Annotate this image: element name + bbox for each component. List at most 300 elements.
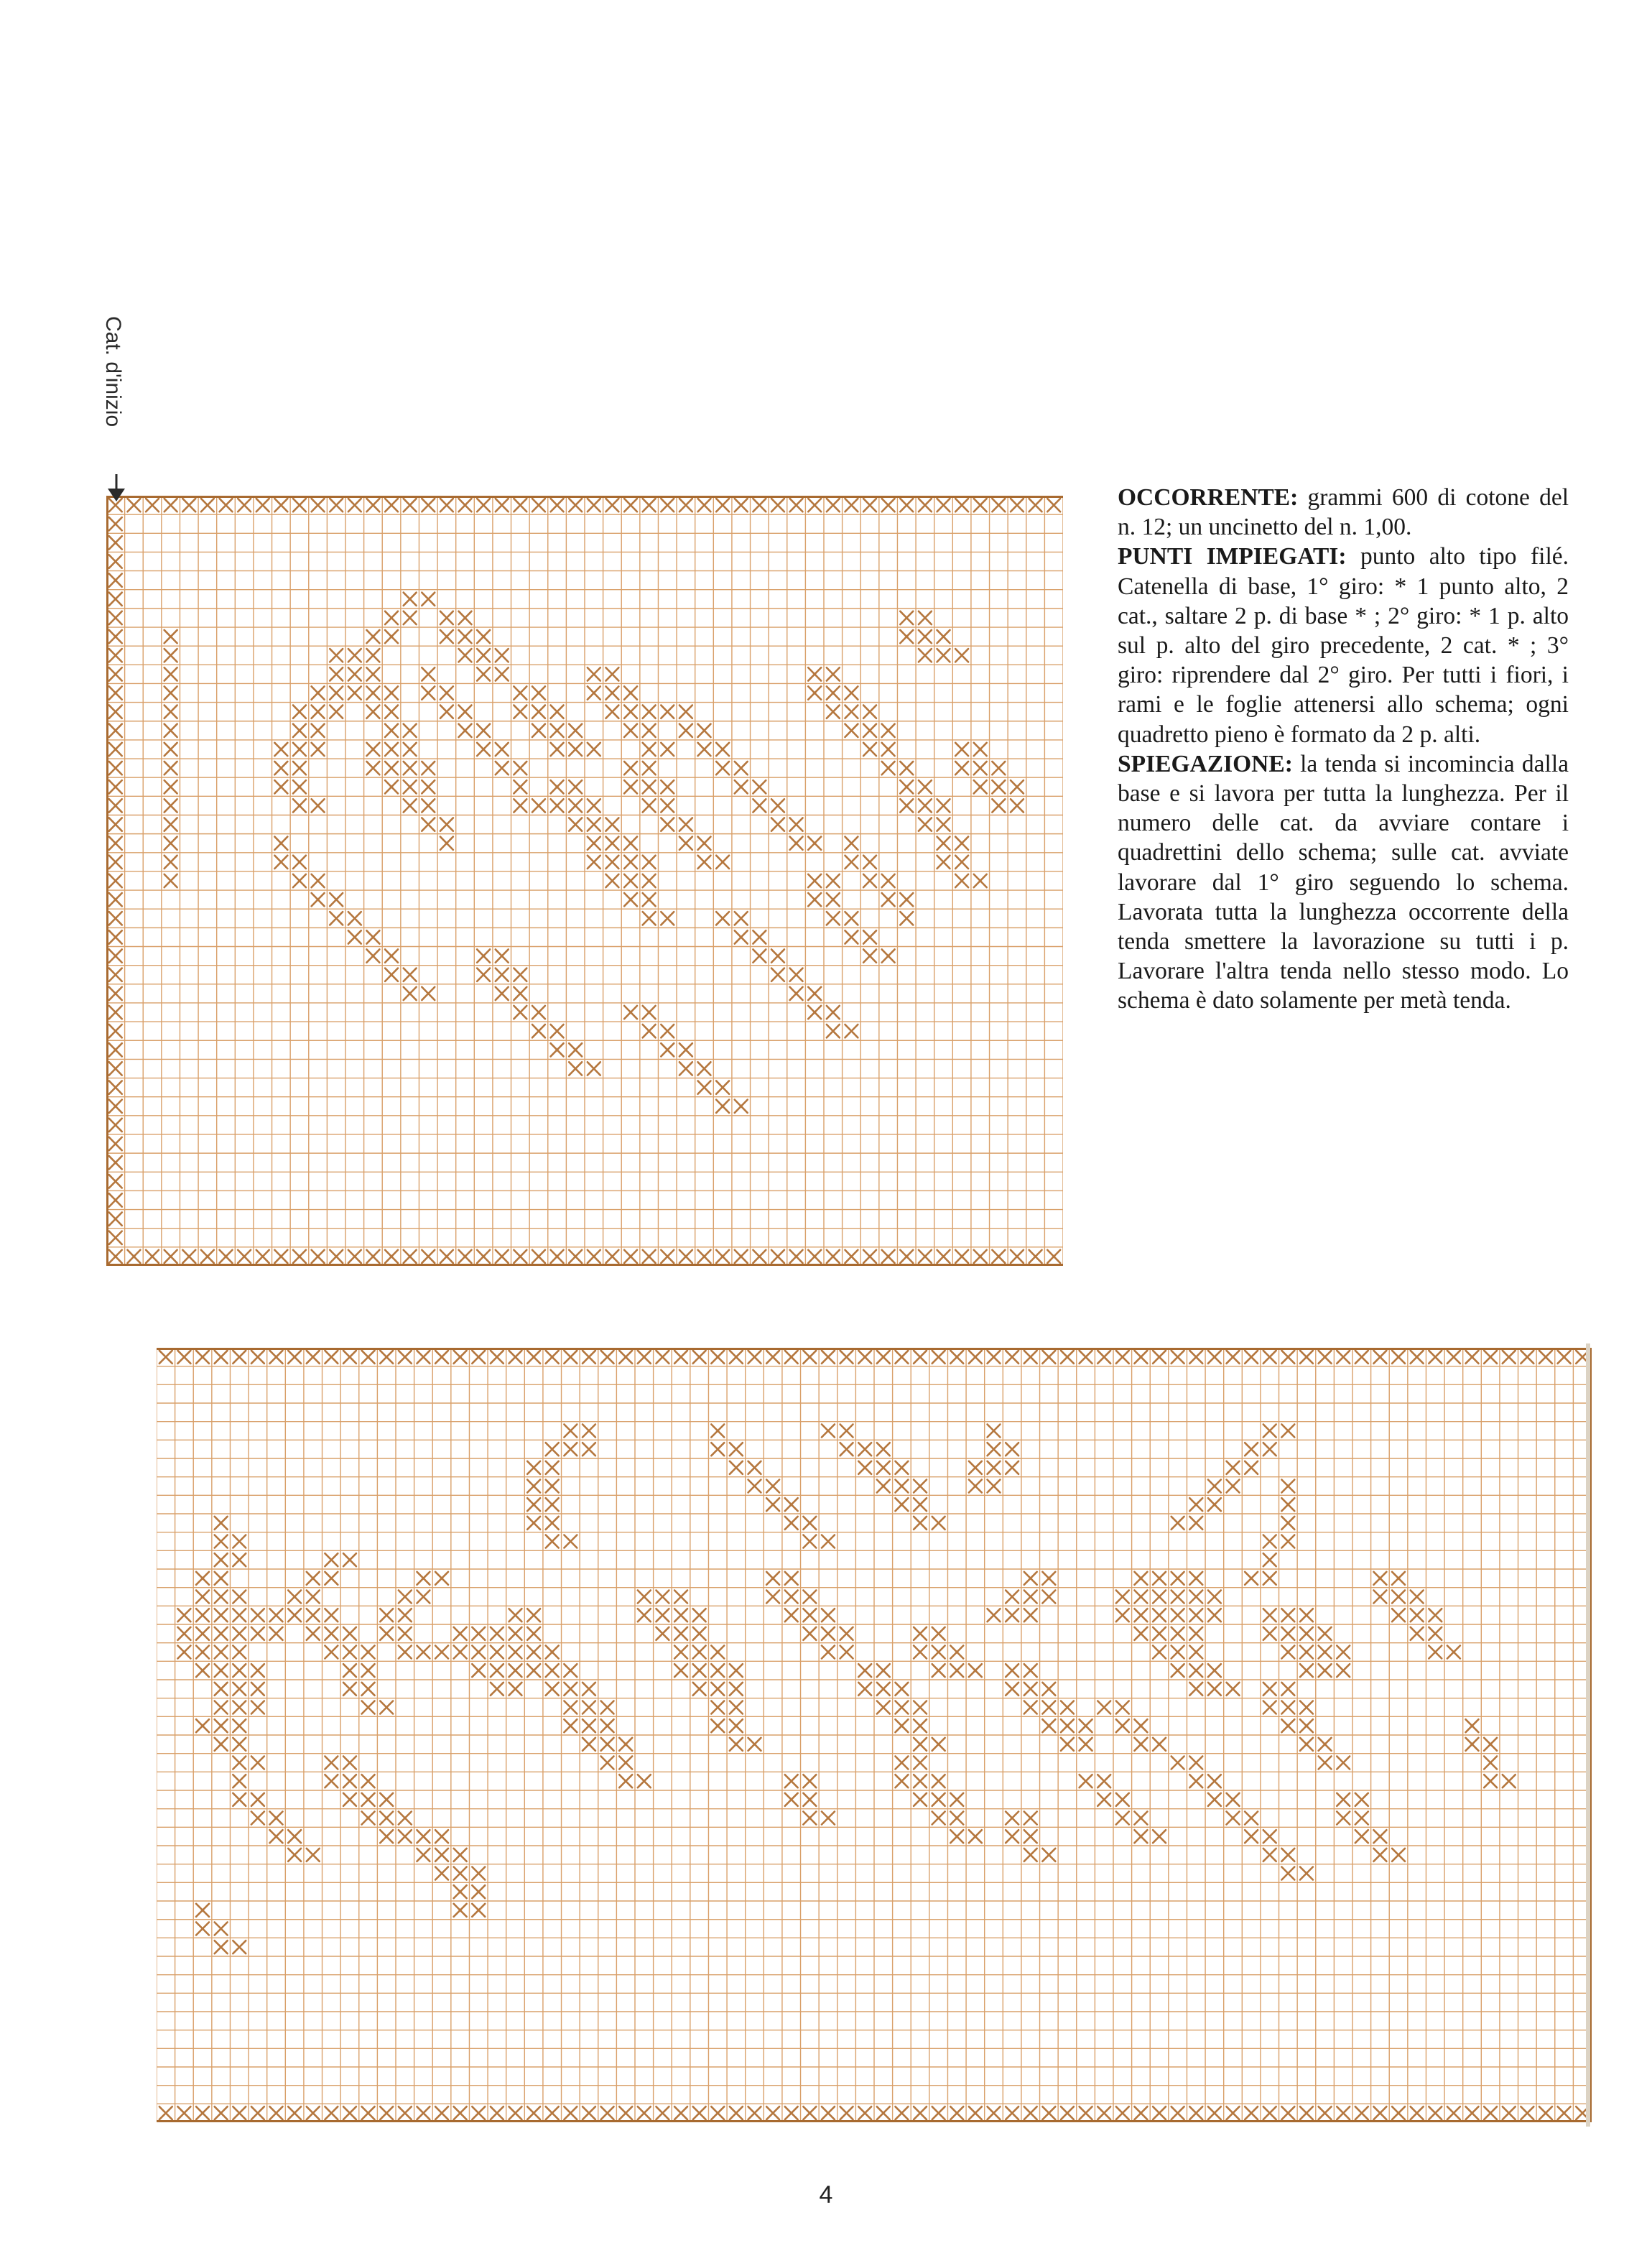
stitch-cross bbox=[624, 686, 637, 699]
stitch-cross bbox=[822, 1351, 835, 1364]
stitch-cross bbox=[674, 1646, 687, 1659]
stitch-cross bbox=[343, 1351, 356, 1364]
stitch-cross bbox=[803, 1775, 816, 1787]
stitch-cross bbox=[900, 780, 913, 793]
stitch-cross bbox=[643, 724, 656, 737]
stitch-cross bbox=[380, 1793, 393, 1806]
stitch-cross bbox=[366, 949, 379, 962]
stitch-cross bbox=[992, 499, 1005, 512]
stitch-cross bbox=[109, 1062, 122, 1075]
stitch-cross bbox=[661, 706, 674, 718]
stitch-cross bbox=[882, 743, 895, 756]
stitch-cross bbox=[109, 987, 122, 1000]
stitch-cross bbox=[605, 667, 618, 680]
stitch-cross bbox=[496, 762, 509, 774]
stitch-cross bbox=[274, 837, 287, 850]
stitch-cross bbox=[969, 2106, 982, 2119]
stitch-cross bbox=[716, 856, 729, 869]
stitch-cross bbox=[251, 1812, 264, 1825]
stitch-cross bbox=[440, 706, 453, 718]
stitch-cross bbox=[1263, 1830, 1276, 1843]
stitch-cross bbox=[380, 1627, 393, 1640]
stitch-cross bbox=[564, 1664, 577, 1677]
stitch-cross bbox=[551, 799, 564, 812]
stitch-cross bbox=[1208, 1775, 1221, 1787]
stitch-cross bbox=[735, 762, 748, 774]
stitch-cross bbox=[551, 706, 564, 718]
stitch-cross bbox=[404, 743, 417, 756]
stitch-cross bbox=[1539, 2106, 1552, 2119]
stitch-cross bbox=[1337, 1351, 1350, 1364]
stitch-cross bbox=[822, 1425, 835, 1438]
stitch-cross bbox=[293, 706, 306, 718]
stitch-cross bbox=[790, 818, 803, 831]
stitch-cross bbox=[404, 762, 417, 774]
stitch-cross bbox=[863, 724, 876, 737]
stitch-cross bbox=[914, 1480, 927, 1493]
stitch-cross bbox=[1319, 1627, 1332, 1640]
stitch-cross bbox=[785, 1498, 798, 1511]
stitch-cross bbox=[159, 1351, 172, 1364]
stitch-cross bbox=[588, 499, 600, 512]
stitch-cross bbox=[1558, 1351, 1571, 1364]
stitch-cross bbox=[845, 706, 858, 718]
stitch-cross bbox=[496, 649, 509, 662]
stitch-cross bbox=[366, 930, 379, 943]
stitch-cross bbox=[472, 2106, 485, 2119]
stitch-cross bbox=[1134, 1351, 1147, 1364]
stitch-cross bbox=[215, 1683, 228, 1696]
stitch-cross bbox=[643, 856, 656, 869]
stitch-cross bbox=[1392, 1572, 1405, 1585]
stitch-cross bbox=[624, 762, 637, 774]
stitch-cross bbox=[583, 1738, 595, 1751]
stitch-cross bbox=[601, 2106, 614, 2119]
stitch-cross bbox=[477, 630, 490, 643]
stitch-cross bbox=[698, 724, 711, 737]
stitch-cross bbox=[491, 1646, 504, 1659]
stitch-cross bbox=[735, 1100, 748, 1113]
stitch-cross bbox=[955, 762, 968, 774]
stitch-cross bbox=[251, 1793, 264, 1806]
stitch-cross bbox=[882, 893, 895, 906]
stitch-cross bbox=[491, 1683, 504, 1696]
stitch-cross bbox=[1153, 1646, 1166, 1659]
stitch-cross bbox=[790, 968, 803, 981]
stitch-cross bbox=[1042, 1591, 1055, 1604]
stitch-cross bbox=[1263, 1572, 1276, 1585]
stitch-cross bbox=[527, 1609, 540, 1622]
stitch-cross bbox=[251, 2106, 264, 2119]
stitch-cross bbox=[877, 1351, 890, 1364]
stitch-cross bbox=[1153, 1738, 1166, 1751]
stitch-cross bbox=[270, 2106, 283, 2119]
stitch-cross bbox=[858, 2106, 871, 2119]
stitch-cross bbox=[477, 949, 490, 962]
stitch-cross bbox=[1153, 1572, 1166, 1585]
stitch-cross bbox=[422, 686, 435, 699]
stitch-cross bbox=[877, 1683, 890, 1696]
stitch-cross bbox=[753, 799, 766, 812]
stitch-cross bbox=[532, 724, 545, 737]
stitch-cross bbox=[863, 856, 876, 869]
stitch-cross bbox=[109, 686, 122, 699]
stitch-cross bbox=[527, 2106, 540, 2119]
stitch-cross bbox=[109, 536, 122, 549]
stitch-cross bbox=[307, 1627, 320, 1640]
stitch-cross bbox=[509, 1627, 522, 1640]
stitch-cross bbox=[766, 1591, 779, 1604]
stitch-cross bbox=[196, 1591, 209, 1604]
stitch-cross bbox=[380, 1351, 393, 1364]
stitch-cross bbox=[1189, 1572, 1202, 1585]
stitch-cross bbox=[753, 949, 766, 962]
stitch-cross bbox=[679, 1250, 692, 1263]
stitch-cross bbox=[974, 874, 987, 887]
stitch-cross bbox=[1208, 1683, 1221, 1696]
stitch-cross bbox=[1447, 1351, 1460, 1364]
stitch-cross bbox=[790, 987, 803, 1000]
stitch-cross bbox=[251, 1683, 264, 1696]
stitch-cross bbox=[619, 1351, 632, 1364]
stitch-cross bbox=[643, 874, 656, 887]
stitch-cross bbox=[643, 743, 656, 756]
stitch-cross bbox=[840, 1425, 853, 1438]
stitch-cross bbox=[1080, 1738, 1092, 1751]
stitch-cross bbox=[348, 930, 361, 943]
stitch-cross bbox=[988, 1425, 1001, 1438]
stitch-cross bbox=[164, 856, 177, 869]
stitch-cross bbox=[440, 1250, 453, 1263]
stitch-cross bbox=[661, 818, 674, 831]
stitch-cross bbox=[969, 1351, 982, 1364]
stitch-cross bbox=[1189, 1757, 1202, 1770]
stitch-cross bbox=[716, 499, 729, 512]
stitch-cross bbox=[1503, 2106, 1516, 2119]
stitch-cross bbox=[643, 1024, 656, 1037]
stitch-cross bbox=[661, 1024, 674, 1037]
stitch-cross bbox=[716, 743, 729, 756]
stitch-cross bbox=[509, 1646, 522, 1659]
stitch-cross bbox=[164, 1250, 177, 1263]
stitch-cross bbox=[863, 706, 876, 718]
stitch-cross bbox=[233, 1609, 246, 1622]
stitch-cross bbox=[840, 1443, 853, 1456]
stitch-cross bbox=[808, 667, 821, 680]
stitch-cross bbox=[196, 1351, 209, 1364]
stitch-cross bbox=[1171, 1646, 1184, 1659]
stitch-cross bbox=[583, 1683, 595, 1696]
stitch-cross bbox=[307, 1572, 320, 1585]
stitch-cross bbox=[514, 799, 526, 812]
stitch-cross bbox=[845, 724, 858, 737]
stitch-cross bbox=[1006, 1830, 1018, 1843]
stitch-cross bbox=[569, 1043, 582, 1056]
stitch-cross bbox=[491, 1627, 504, 1640]
stitch-cross bbox=[215, 1553, 228, 1566]
stitch-cross bbox=[1171, 2106, 1184, 2119]
stitch-cross bbox=[404, 1250, 417, 1263]
stitch-cross bbox=[233, 1535, 246, 1548]
stitch-cross bbox=[1029, 499, 1042, 512]
stitch-cross bbox=[1006, 1443, 1018, 1456]
stitch-cross bbox=[293, 1250, 306, 1263]
stitch-cross bbox=[753, 780, 766, 793]
stitch-cross bbox=[988, 1351, 1001, 1364]
stitch-cross bbox=[551, 1043, 564, 1056]
stitch-cross bbox=[1134, 2106, 1147, 2119]
stitch-cross bbox=[440, 837, 453, 850]
stitch-cross bbox=[937, 799, 950, 812]
stitch-cross bbox=[385, 1250, 398, 1263]
stitch-cross bbox=[1061, 1738, 1074, 1751]
stitch-cross bbox=[182, 1250, 195, 1263]
stitch-cross bbox=[900, 611, 913, 624]
stitch-cross bbox=[146, 1250, 159, 1263]
stitch-cross bbox=[109, 574, 122, 587]
stitch-cross bbox=[950, 2106, 963, 2119]
stitch-cross bbox=[601, 1738, 614, 1751]
stitch-cross bbox=[827, 893, 840, 906]
stitch-cross bbox=[569, 743, 582, 756]
stitch-cross bbox=[293, 724, 306, 737]
stitch-cross bbox=[588, 667, 600, 680]
stitch-cross bbox=[527, 1517, 540, 1530]
stitch-cross bbox=[932, 1351, 945, 1364]
stitch-cross bbox=[293, 499, 306, 512]
stitch-cross bbox=[1153, 1351, 1166, 1364]
stitch-cross bbox=[583, 1351, 595, 1364]
stitch-cross bbox=[496, 667, 509, 680]
stitch-cross bbox=[1300, 1609, 1313, 1622]
stitch-cross bbox=[164, 762, 177, 774]
stitch-cross bbox=[251, 1757, 264, 1770]
stitch-cross bbox=[735, 499, 748, 512]
punti-text: punto alto tipo filé. Catenella di base, 1° giro: * 1 punto alto, 2 cat., saltare 2 p. di base * ; 2° giro: * 1 p. alto sul p. alto del giro precedente, 2 cat. * ; 3° giro: riprendere dal 2° giro. Per tutti i fiori, i rami e le foglie attenersi allo schema; ogni quadretto pieno è formato da 2 p. alti. bbox=[1118, 543, 1569, 748]
stitch-cross bbox=[182, 499, 195, 512]
stitch-cross bbox=[1061, 1701, 1074, 1714]
stitch-cross bbox=[1466, 1719, 1479, 1732]
stitch-cross bbox=[325, 1627, 338, 1640]
stitch-cross bbox=[348, 499, 361, 512]
stitch-cross bbox=[1042, 2106, 1055, 2119]
stitch-cross bbox=[785, 1591, 798, 1604]
stitch-cross bbox=[619, 2106, 632, 2119]
stitch-cross bbox=[914, 1627, 927, 1640]
stitch-cross bbox=[422, 799, 435, 812]
stitch-cross bbox=[1337, 1646, 1350, 1659]
stitch-cross bbox=[385, 949, 398, 962]
stitch-cross bbox=[1116, 1701, 1129, 1714]
stitch-cross bbox=[256, 499, 269, 512]
stitch-cross bbox=[730, 1461, 743, 1474]
stitch-cross bbox=[1337, 1757, 1350, 1770]
stitch-cross bbox=[215, 1609, 228, 1622]
stitch-cross bbox=[679, 1043, 692, 1056]
stitch-cross bbox=[1245, 1572, 1258, 1585]
stitch-cross bbox=[1134, 1738, 1147, 1751]
stitch-cross bbox=[404, 593, 417, 606]
stitch-cross bbox=[362, 1664, 375, 1677]
stitch-cross bbox=[785, 1572, 798, 1585]
stitch-cross bbox=[109, 968, 122, 981]
stitch-cross bbox=[803, 1351, 816, 1364]
stitch-cross bbox=[790, 499, 803, 512]
stitch-cross bbox=[1116, 1351, 1129, 1364]
stitch-cross bbox=[509, 1664, 522, 1677]
stitch-cross bbox=[477, 724, 490, 737]
stitch-cross bbox=[270, 1627, 283, 1640]
stitch-cross bbox=[1208, 2106, 1221, 2119]
stitch-cross bbox=[325, 1553, 338, 1566]
stitch-cross bbox=[546, 1443, 559, 1456]
stitch-cross bbox=[845, 856, 858, 869]
stitch-cross bbox=[196, 1572, 209, 1585]
stitch-cross bbox=[288, 1830, 301, 1843]
stitch-cross bbox=[1558, 2106, 1571, 2119]
stitch-cross bbox=[845, 686, 858, 699]
stitch-cross bbox=[109, 1006, 122, 1019]
stitch-cross bbox=[914, 2106, 927, 2119]
stitch-cross bbox=[399, 1627, 412, 1640]
stitch-cross bbox=[362, 1812, 375, 1825]
stitch-cross bbox=[514, 762, 526, 774]
stitch-cross bbox=[1189, 1646, 1202, 1659]
stitch-cross bbox=[366, 686, 379, 699]
stitch-cross bbox=[914, 1719, 927, 1732]
stitch-cross bbox=[1447, 1646, 1460, 1659]
stitch-cross bbox=[919, 1250, 932, 1263]
stitch-cross bbox=[605, 686, 618, 699]
instructions-spiegazione bbox=[1118, 749, 1569, 1016]
stitch-cross bbox=[1134, 1830, 1147, 1843]
stitch-cross bbox=[551, 1250, 564, 1263]
stitch-cross bbox=[900, 799, 913, 812]
stitch-cross bbox=[900, 893, 913, 906]
stitch-cross bbox=[399, 1812, 412, 1825]
stitch-cross bbox=[270, 1812, 283, 1825]
stitch-cross bbox=[1047, 499, 1060, 512]
stitch-cross bbox=[661, 912, 674, 925]
stitch-cross bbox=[109, 949, 122, 962]
stitch-cross bbox=[730, 1443, 743, 1456]
start-chain-label: Cat. d'inizio bbox=[101, 316, 125, 427]
stitch-cross bbox=[477, 968, 490, 981]
stitch-cross bbox=[366, 667, 379, 680]
stitch-cross bbox=[343, 1793, 356, 1806]
stitch-cross bbox=[1281, 1719, 1294, 1732]
stitch-cross bbox=[950, 1351, 963, 1364]
stitch-cross bbox=[785, 2106, 798, 2119]
stitch-cross bbox=[1011, 499, 1024, 512]
stitch-cross bbox=[496, 743, 509, 756]
stitch-cross bbox=[969, 1664, 982, 1677]
stitch-cross bbox=[950, 1830, 963, 1843]
stitch-cross bbox=[312, 1250, 325, 1263]
stitch-cross bbox=[385, 724, 398, 737]
stitch-cross bbox=[643, 1006, 656, 1019]
stitch-cross bbox=[643, 1250, 656, 1263]
stitch-cross bbox=[601, 1757, 614, 1770]
stitch-cross bbox=[196, 1904, 209, 1917]
stitch-cross bbox=[969, 1830, 982, 1843]
stitch-cross bbox=[435, 1830, 448, 1843]
stitch-cross bbox=[840, 1627, 853, 1640]
stitch-cross bbox=[1080, 1719, 1092, 1732]
stitch-cross bbox=[1263, 1553, 1276, 1566]
stitch-cross bbox=[624, 706, 637, 718]
stitch-cross bbox=[201, 499, 214, 512]
stitch-cross bbox=[288, 1591, 301, 1604]
stitch-cross bbox=[348, 912, 361, 925]
stitch-cross bbox=[274, 743, 287, 756]
stitch-cross bbox=[164, 667, 177, 680]
stitch-cross bbox=[164, 649, 177, 662]
stitch-cross bbox=[771, 968, 784, 981]
stitch-cross bbox=[1411, 2106, 1424, 2119]
stitch-cross bbox=[992, 762, 1005, 774]
stitch-cross bbox=[1319, 2106, 1332, 2119]
stitch-cross bbox=[656, 1351, 669, 1364]
stitch-cross bbox=[803, 1591, 816, 1604]
stitch-cross bbox=[440, 611, 453, 624]
stitch-cross bbox=[1042, 1849, 1055, 1861]
stitch-cross bbox=[1263, 2106, 1276, 2119]
stitch-cross bbox=[288, 1609, 301, 1622]
stitch-cross bbox=[251, 1701, 264, 1714]
stitch-cross bbox=[109, 1250, 122, 1263]
stitch-cross bbox=[988, 1609, 1001, 1622]
stitch-cross bbox=[251, 1627, 264, 1640]
stitch-cross bbox=[422, 762, 435, 774]
stitch-cross bbox=[822, 1646, 835, 1659]
stitch-cross bbox=[803, 1812, 816, 1825]
stitch-cross bbox=[417, 1849, 430, 1861]
stitch-cross bbox=[914, 1793, 927, 1806]
stitch-cross bbox=[422, 987, 435, 1000]
stitch-cross bbox=[454, 1885, 467, 1898]
stitch-cross bbox=[605, 856, 618, 869]
stitch-cross bbox=[109, 912, 122, 925]
stitch-cross bbox=[785, 1517, 798, 1530]
filet-chart-top bbox=[106, 496, 1063, 1266]
spiegazione-text: la tenda si incomincia dalla base e si lavora per tutta la lunghezza. Per il numero delle cat. da avviare contare i quadrettini dello schema; sulle cat. avviate lavorare dal 1° giro seguendo lo schema. Lavorata tutta la lunghezza occorrente della tenda smettere la lavorazione su tutti i p. Lavorare l'altra tenda nello stesso modo. Lo schema è dato solamente per metà tenda. bbox=[1118, 750, 1569, 1014]
stitch-cross bbox=[877, 2106, 890, 2119]
stitch-cross bbox=[330, 667, 343, 680]
stitch-cross bbox=[220, 499, 233, 512]
stitch-cross bbox=[330, 649, 343, 662]
stitch-cross bbox=[1263, 1425, 1276, 1438]
stitch-cross bbox=[730, 1683, 743, 1696]
stitch-cross bbox=[1263, 1609, 1276, 1622]
stitch-cross bbox=[955, 649, 968, 662]
stitch-cross bbox=[1134, 1812, 1147, 1825]
stitch-cross bbox=[288, 1849, 301, 1861]
stitch-cross bbox=[950, 1664, 963, 1677]
stitch-cross bbox=[661, 1250, 674, 1263]
stitch-cross bbox=[385, 968, 398, 981]
stitch-cross bbox=[366, 649, 379, 662]
stitch-cross bbox=[417, 1572, 430, 1585]
stitch-cross bbox=[527, 1646, 540, 1659]
stitch-cross bbox=[459, 630, 472, 643]
stitch-cross bbox=[1024, 1591, 1037, 1604]
stitch-cross bbox=[215, 1572, 228, 1585]
stitch-cross bbox=[514, 499, 526, 512]
stitch-cross bbox=[950, 1812, 963, 1825]
stitch-cross bbox=[325, 1775, 338, 1787]
stitch-cross bbox=[404, 987, 417, 1000]
